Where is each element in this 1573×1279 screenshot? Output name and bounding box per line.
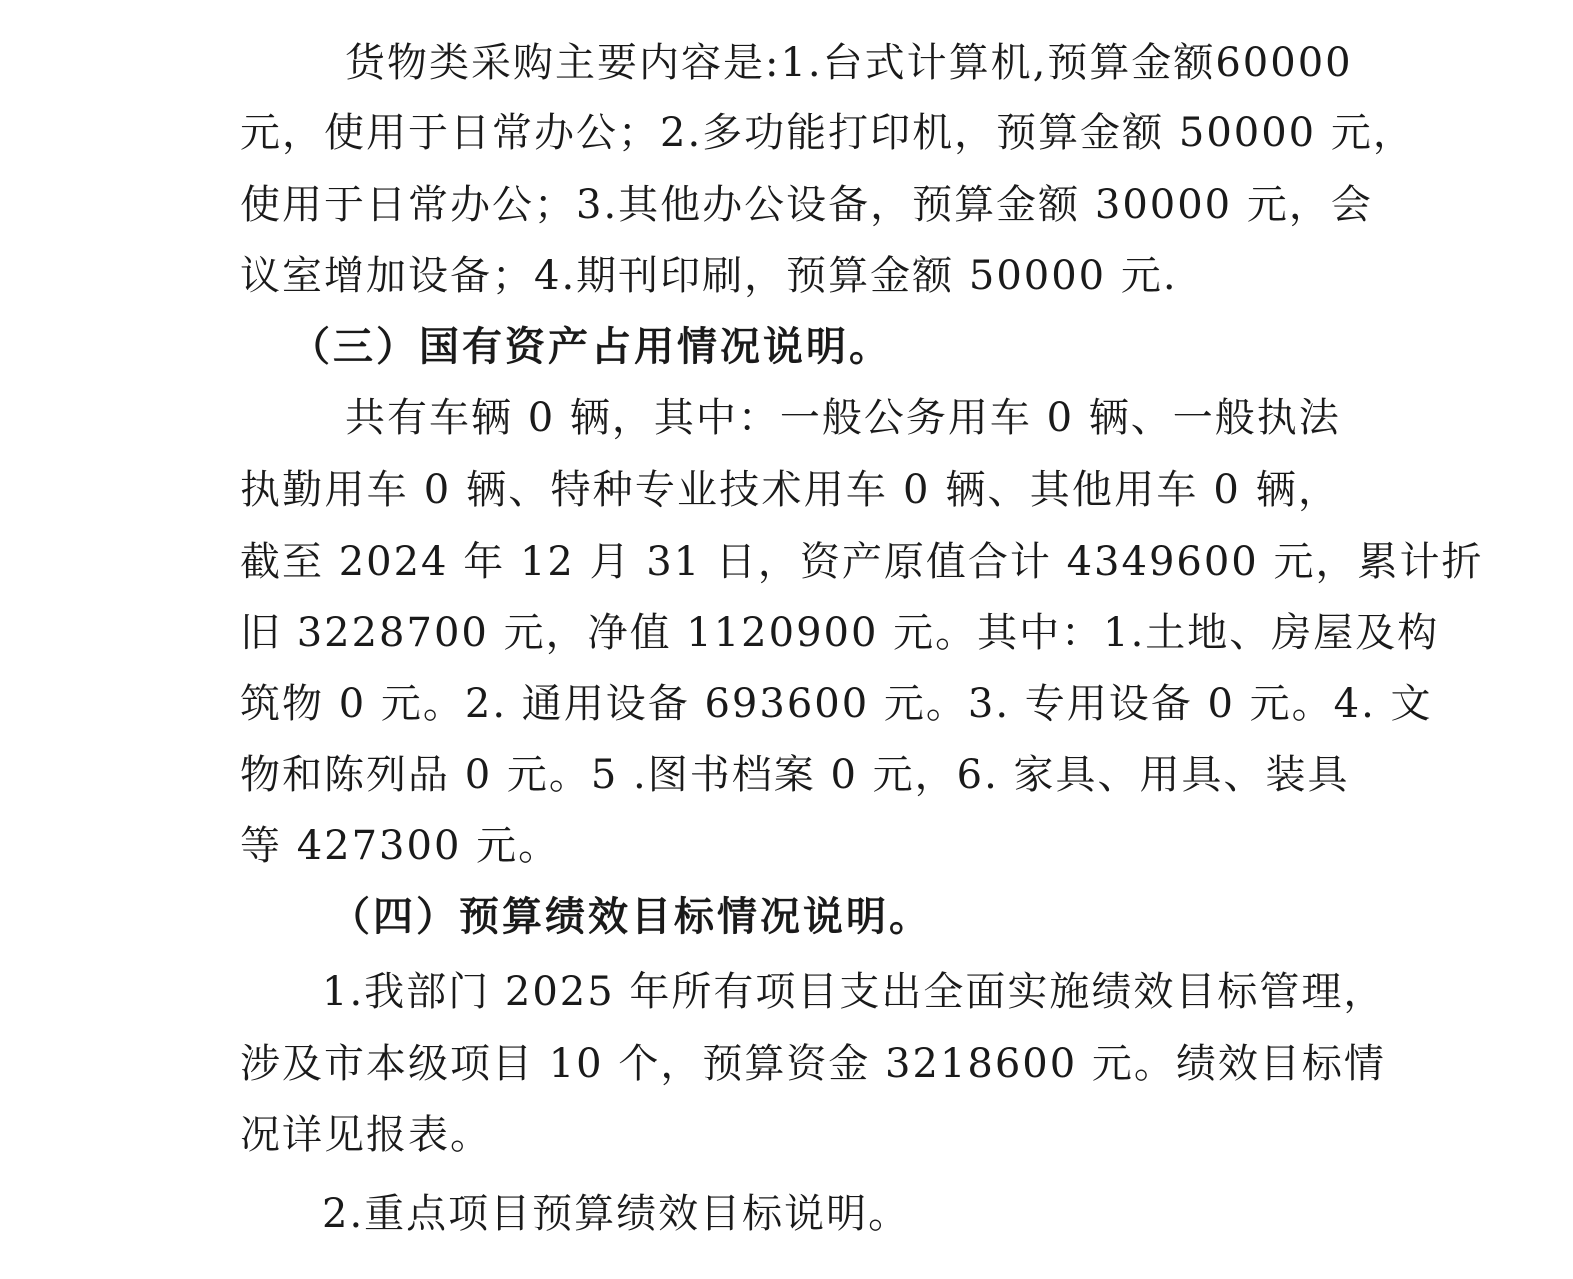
paragraph-line: 1.我部门 2025 年所有项目支出全面实施绩效目标管理， — [322, 969, 1386, 1015]
paragraph-line: 物和陈列品 0 元。5 .图书档案 0 元，6. 家具、用具、装具 — [240, 752, 1350, 798]
paragraph-line: 执勤用车 0 辆、特种专业技术用车 0 辆、其他用车 0 辆， — [240, 467, 1340, 513]
paragraph-line: 涉及市本级项目 10 个，预算资金 3218600 元。绩效目标情 — [240, 1041, 1386, 1087]
paragraph-line: 2.重点项目预算绩效目标说明。 — [322, 1191, 911, 1237]
paragraph-line: 筑物 0 元。2. 通用设备 693600 元。3. 专用设备 0 元。4. 文 — [240, 681, 1433, 727]
section-heading-performance: （四）预算绩效目标情况说明。 — [330, 894, 932, 940]
paragraph-line: 旧 3228700 元，净值 1120900 元。其中：1.土地、房屋及构 — [240, 610, 1440, 656]
paragraph-line: 议室增加设备；4.期刊印刷，预算金额 50000 元. — [240, 253, 1178, 299]
paragraph-line: 等 427300 元。 — [240, 823, 561, 869]
paragraph-line: 货物类采购主要内容是:1.台式计算机,预算金额60000 — [345, 40, 1353, 86]
section-heading-assets: （三）国有资产占用情况说明。 — [290, 324, 892, 370]
paragraph-line: 共有车辆 0 辆，其中：一般公务用车 0 辆、一般执法 — [345, 395, 1341, 441]
paragraph-line: 元，使用于日常办公；2.多功能打印机，预算金额 50000 元， — [240, 110, 1415, 156]
paragraph-line: 况详见报表。 — [240, 1112, 492, 1158]
paragraph-line: 使用于日常办公；3.其他办公设备，预算金额 30000 元，会 — [240, 182, 1373, 228]
paragraph-line: 截至 2024 年 12 月 31 日，资产原值合计 4349600 元，累计折 — [240, 539, 1484, 585]
